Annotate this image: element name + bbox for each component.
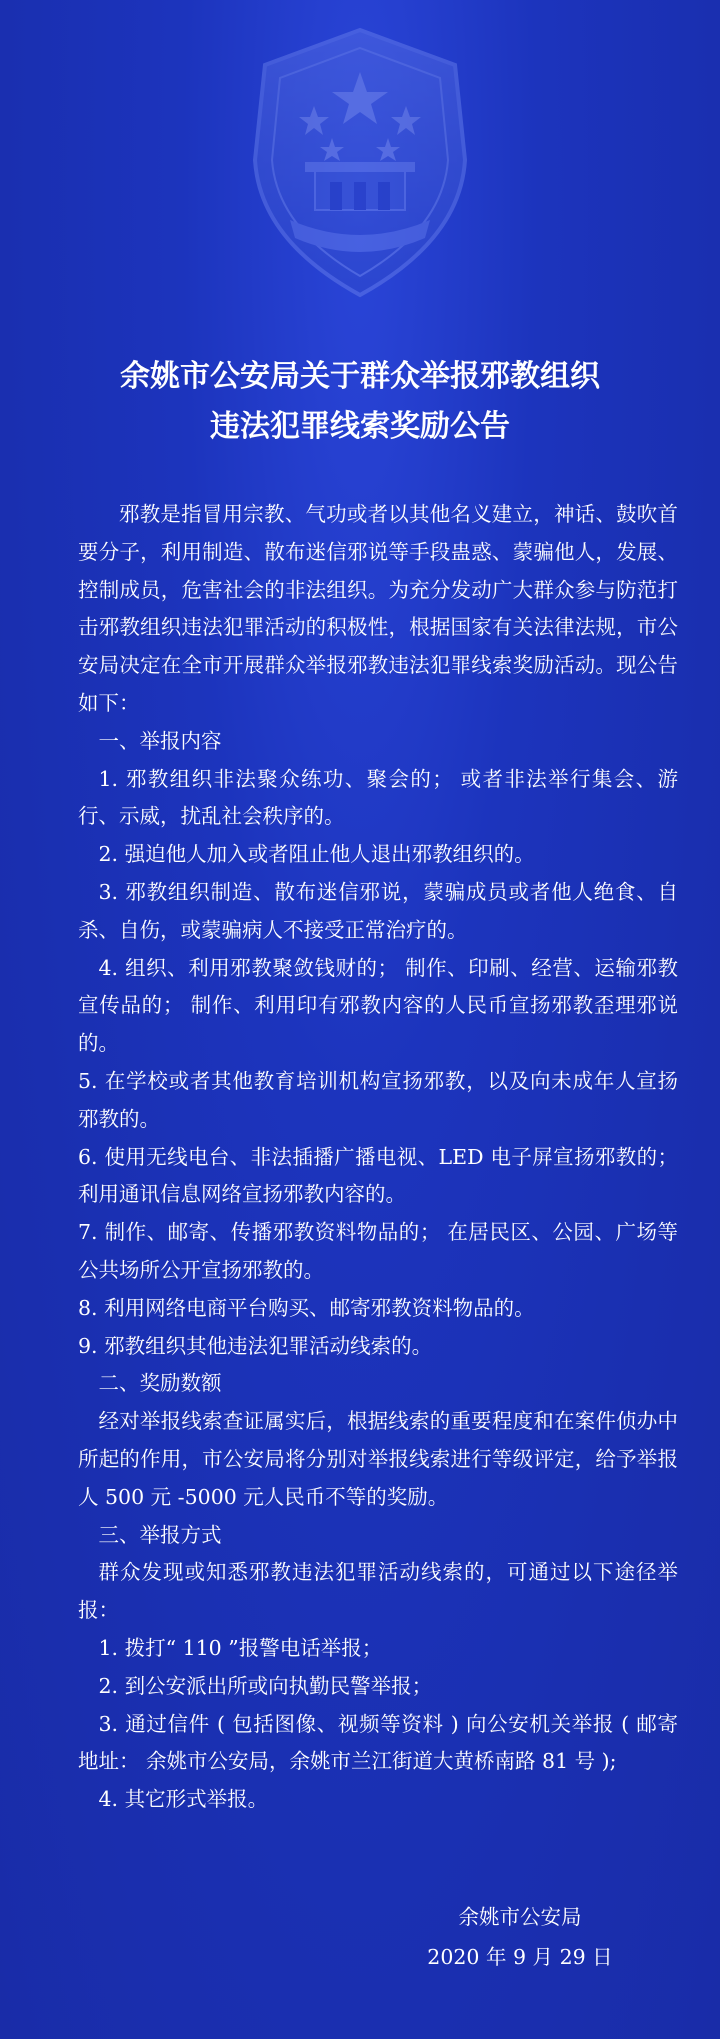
notice-title-line1: 余姚市公安局关于群众举报邪教组织 <box>120 359 600 394</box>
section1-item: 3. 邪教组织制造、散布迷信邪说，蒙骗成员或者他人绝食、自杀、自伤，或蒙骗病人不接受正常治疗的。 <box>78 879 678 942</box>
signature-date: 2020 年 9 月 29 日 <box>427 1945 613 1969</box>
section1-item: 6. 使用无线电台、非法插播广播电视、LED 电子屏宣扬邪教的；利用通讯信息网络宣扬邪教内容的。 <box>78 1144 678 1207</box>
section3-item: 1. 拨打“ 110 ”报警电话举报； <box>98 1635 383 1660</box>
signature-org: 余姚市公安局 <box>458 1905 582 1929</box>
section1-item: 7. 制作、邮寄、传播邪教资料物品的； 在居民区、公园、广场等公共场所公开宣扬邪教的。 <box>78 1220 678 1282</box>
section2-text: 经对举报线索查证属实后，根据线索的重要程度和在案件侦办中所起的作用，市公安局将分别对举报线索进行等级评定，给予举报人 500 元 -5000 元人民币不等的奖励。 <box>78 1409 678 1509</box>
section3-item: 4. 其它形式举报。 <box>98 1787 269 1812</box>
section1-item: 2. 强迫他人加入或者阻止他人退出邪教组织的。 <box>98 842 535 867</box>
section1-heading: 一、举报内容 <box>98 728 222 753</box>
section2-heading: 二、奖励数额 <box>98 1371 222 1396</box>
notice-title-line2: 违法犯罪线索奖励公告 <box>210 409 510 444</box>
section3-item: 3. 通过信件 ( 包括图像、视频等资料 ) 向公安机关举报 ( 邮寄地址： 余姚市公安局，余姚市兰江街道大黄桥南路 81 号 ); <box>78 1711 678 1774</box>
section1-item: 5. 在学校或者其他教育培训机构宣扬邪教，以及向未成年人宣扬邪教的。 <box>78 1068 678 1131</box>
section3-item: 2. 到公安派出所或向执勤民警举报； <box>98 1673 433 1698</box>
section1-item: 1. 邪教组织非法聚众练功、聚会的； 或者非法举行集会、游行、示威，扰乱社会秩序的。 <box>78 766 678 829</box>
section3-heading: 三、举报方式 <box>98 1522 222 1547</box>
police-emblem-icon <box>210 10 510 310</box>
notice-body <box>78 496 678 1819</box>
intro-paragraph: 邪教是指冒用宗教、气功或者以其他名义建立，神话、鼓吹首要分子，利用制造、散布迷信邪说等手段蛊惑、蒙骗他人，发展、控制成员，危害社会的非法组织。为充分发动广大群众参与防范打击邪教组织违法犯罪活动的积极性，根据国家有关法律法规，市公安局决定在全市开展群众举报邪教违法犯罪线索奖励活动。现公告如下： <box>78 502 678 715</box>
section1-item: 9. 邪教组织其他违法犯罪活动线索的。 <box>78 1333 433 1358</box>
section1-item: 4. 组织、利用邪教聚敛钱财的； 制作、印刷、经营、运输邪教宣传品的； 制作、利用印有邪教内容的人民币宣扬邪教歪理邪说的。 <box>78 955 678 1056</box>
section1-item: 8. 利用网络电商平台购买、邮寄邪教资料物品的。 <box>78 1295 535 1320</box>
section3-text: 群众发现或知悉邪教违法犯罪活动线索的，可通过以下途径举报： <box>78 1560 678 1623</box>
